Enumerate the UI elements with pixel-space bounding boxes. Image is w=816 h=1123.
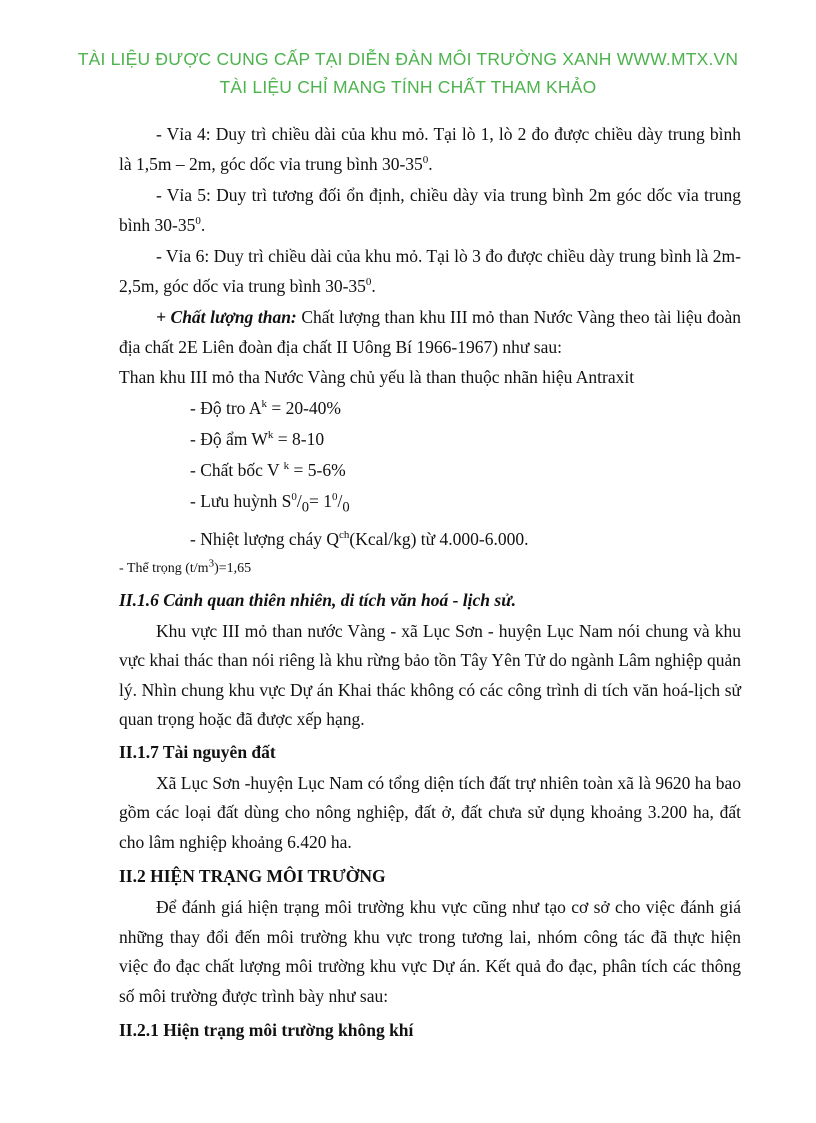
coal-quality-paragraph: + Chất lượng than: Chất lượng than khu III mỏ than Nước Vàng theo tài liệu đoàn địa chất 2E Liên đoàn địa chất II Uông Bí 1966-1967) như sau: (119, 307, 741, 357)
spec-volatile: - Chất bốc V $^k$ = 5-6% (190, 460, 346, 480)
coal-quality-label: + Chất lượng than: (156, 307, 297, 327)
watermark-header-line-1: TÀI LIỆU ĐƯỢC CUNG CẤP TẠI DIỄN ĐÀN MÔI TRƯỜNG XANH WWW.MTX.VN (77, 49, 739, 69)
coal-quality-intro: Than khu III mỏ tha Nước Vàng chủ yếu là than thuộc nhãn hiệu Antraxit (119, 367, 635, 387)
section-heading-2-1-7: II.1.7 Tài nguyên đất (119, 741, 276, 762)
section-heading-2-2-1: II.2.1 Hiện trạng môi trường không khí (119, 1020, 414, 1040)
section-2-1-6-paragraph: Khu vực III mỏ than nước Vàng - xã Lục Sơn - huyện Lục Nam nói chung và khu vực khai thác than nói riêng là khu rừng bảo tồn Tây Yên Tử do ngành Lâm nghiệp quản lý. Nhìn chung khu vực Dự án Khai thác không có các công trình di tích văn hoá-lịch sử quan trọng hoặc đã được xếp hạng. (119, 620, 741, 729)
section-heading-2-1-6: II.1.6 Cảnh quan thiên nhiên, di tích văn hoá - lịch sử. (119, 589, 517, 610)
seam-5-paragraph: - Vỉa 5: Duy trì tương đối ổn định, chiều dày vỉa trung bình 2m góc dốc vỉa trung bình $30-35^0$. (119, 185, 741, 235)
section-2-1-7-paragraph: Xã Lục Sơn -huyện Lục Nam có tổng diện tích đất trự nhiên toàn xã là 9620 ha bao gồm các loại đất dùng cho nông nghiệp, đất ở, đất chưa sử dụng khoảng 3.200 ha, đất cho lâm nghiệp khoảng 6.420 ha. (119, 772, 741, 852)
spec-ash: - Độ tro $A^k = 20-40\%$ (190, 398, 341, 418)
document-body (119, 120, 741, 1047)
spec-sulfur: - Lưu huỳnh $S^0/_0= 1^0/_0$ (190, 491, 350, 516)
section-heading-2-2: II.2 HIỆN TRẠNG MÔI TRƯỜNG (119, 866, 386, 886)
spec-density: - Thể trọng $(t/m^3)=1,65$ (119, 556, 252, 576)
section-2-2-paragraph: Để đánh giá hiện trạng môi trường khu vực cũng như tạo cơ sở cho việc đánh giá những thay đổi đến môi trường khu vực trong tương lai, nhóm công tác đã thực hiện việc đo đạc chất lượng môi trường khu vực Dự án. Kết quả đo đạc, phân tích các thông số môi trường được trình bày như sau: (119, 897, 741, 1006)
spec-moisture: - Độ ẩm $W^k = 8-10$ (190, 429, 325, 449)
seam-4-paragraph: - Vỉa 4: Duy trì chiều dài của khu mỏ. Tại lò 1, lò 2 đo được chiều dày trung bình là 1,5m – 2m, góc dốc vỉa trung bình $30-35^0$. (119, 124, 741, 174)
watermark-header-line-2: TÀI LIỆU CHỈ MANG TÍNH CHẤT THAM KHẢO (219, 77, 597, 97)
seam-6-paragraph: - Vỉa 6: Duy trì chiều dài của khu mỏ. Tại lò 3 đo được chiều dày trung bình là 2m-2,5m, góc dốc vỉa trung bình $30-35^0$. (119, 246, 741, 296)
spec-heat: - Nhiệt lượng cháy $Q^{ch}(Kcal/kg)$ từ 4.000-6.000. (190, 528, 529, 549)
